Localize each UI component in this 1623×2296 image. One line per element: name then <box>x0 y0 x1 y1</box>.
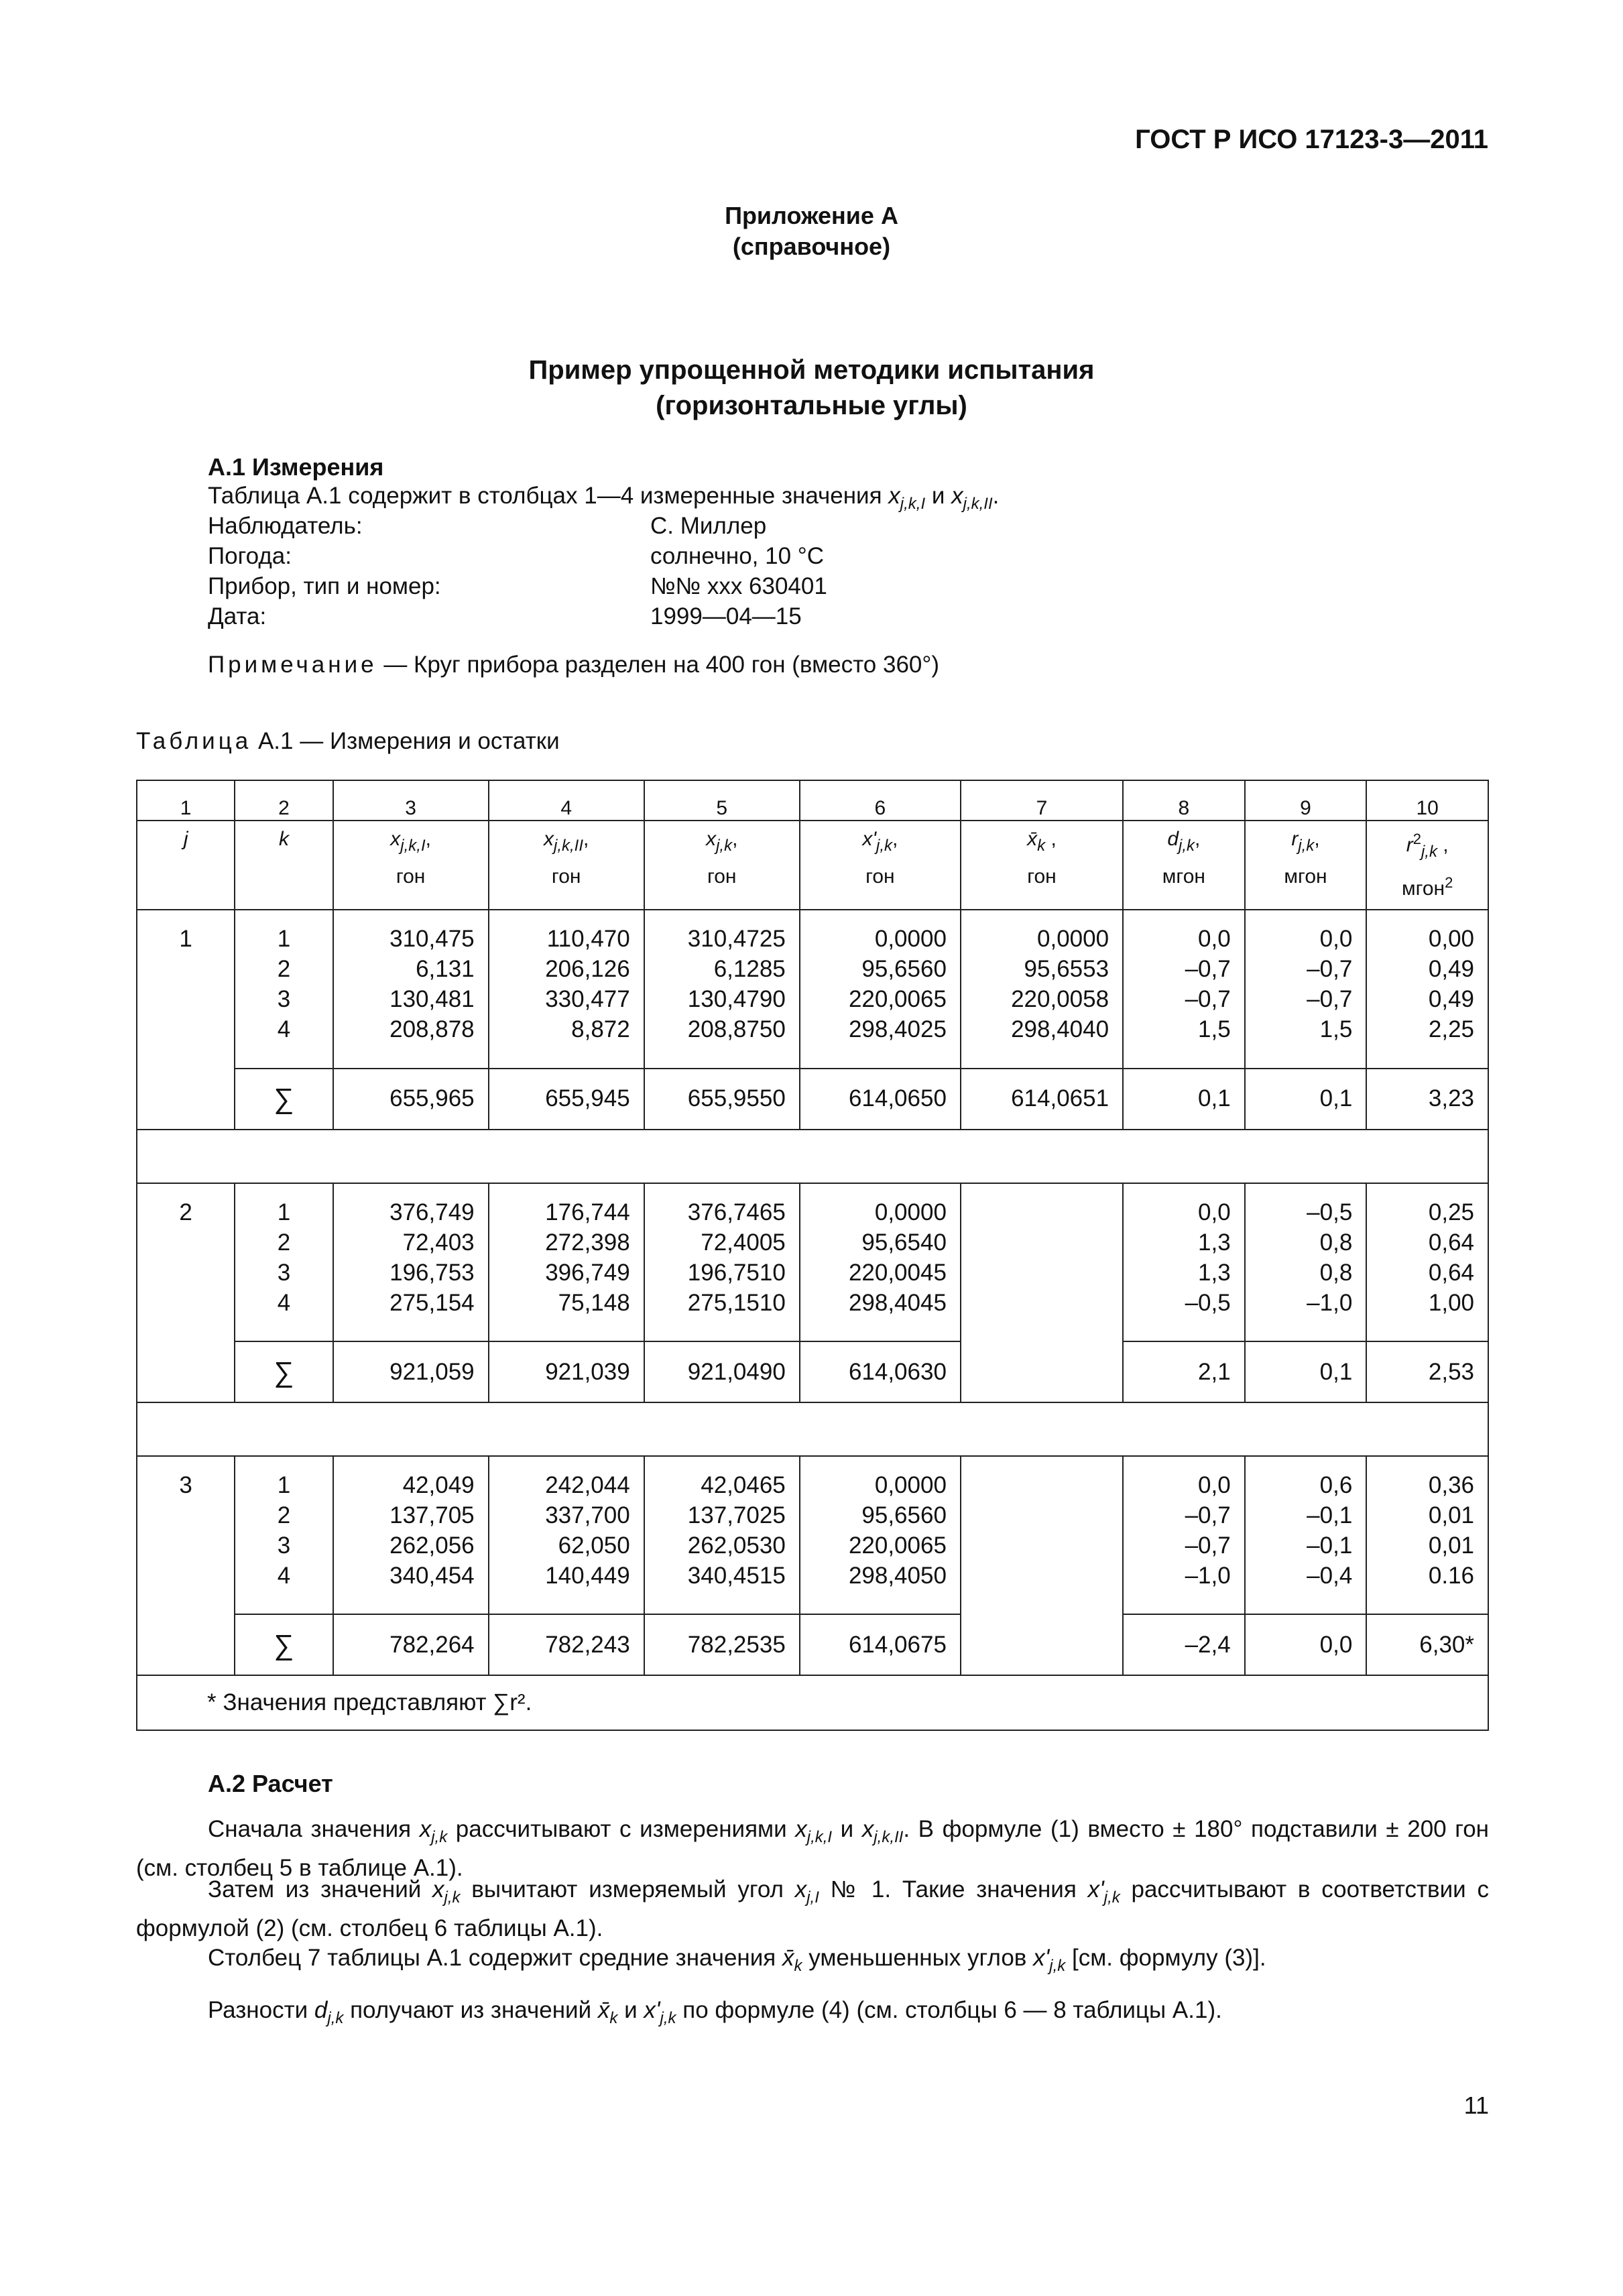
col-header-6: 6 $x'_{j,k}$, гон <box>800 780 961 910</box>
sum-col-3: 655,965 <box>333 1069 489 1130</box>
col-header-5: 5 $x_{j,k}$, гон <box>644 780 800 910</box>
a2-paragraph-1: Сначала значения $x_{j,k}$ рассчитывают с измерениями $x_{j,k,I}$ и $x_{j,k,II}$. В формуле (1) вместо ± 180° подставили ± 200 гон (см. столбец 5 в таблице А.1). <box>136 1816 1490 1881</box>
sum-col-6: 614,0630 <box>800 1341 961 1403</box>
cell-col-9: 0,0 –0,7 –0,7 1,5 <box>1245 910 1367 1068</box>
group-separator <box>137 1130 1488 1183</box>
cell-col-3: 42,049 137,705 262,056 340,454 <box>333 1456 489 1614</box>
col-header-2: 2 k <box>235 780 333 910</box>
sum-col-9: 0,1 <box>1245 1341 1367 1403</box>
page-title-line2: (горизонтальные углы) <box>656 391 967 420</box>
table-row <box>137 910 1488 1068</box>
cell-col-6: 0,0000 95,6560 220,0065 298,4025 <box>800 910 961 1068</box>
sum-col-8: 0,1 <box>1123 1069 1245 1130</box>
sum-col-8: –2,4 <box>1123 1614 1245 1676</box>
page-title-line1: Пример упрощенной методики испытания <box>528 355 1095 385</box>
col-header-8: 8 $d_{j,k}$, мгон <box>1123 780 1245 910</box>
table-sum-row <box>137 1614 1488 1676</box>
note: Примечание — Круг прибора разделен на 400 гон (вместо 360°) <box>208 652 940 678</box>
table-header-row <box>137 780 1488 910</box>
section-a1-heading: А.1 Измерения <box>208 453 384 481</box>
cell-col-5: 310,4725 6,1285 130,4790 208,8750 <box>644 910 800 1068</box>
meta-date: Дата: 1999—04—15 <box>208 603 802 629</box>
cell-col-3: 310,475 6,131 130,481 208,878 <box>333 910 489 1068</box>
table-footnote: * Значения представляют ∑r². <box>137 1675 1488 1730</box>
meta-observer: Наблюдатель: С. Миллер <box>208 513 767 539</box>
table-sum-row <box>137 1341 1488 1403</box>
section-a2-heading: А.2 Расчет <box>208 1770 333 1797</box>
page-number: 11 <box>1463 2092 1489 2119</box>
cell-j: 1 <box>137 910 235 1130</box>
cell-col-10: 0,36 0,01 0,01 0.16 <box>1366 1456 1488 1614</box>
table-caption: Таблица А.1 — Измерения и остатки <box>136 728 560 754</box>
sum-col-9: 0,1 <box>1245 1069 1367 1130</box>
group-separator <box>137 1402 1488 1455</box>
cell-k: 1 2 3 4 <box>235 910 333 1068</box>
sum-symbol: ∑ <box>235 1069 333 1130</box>
col-header-4: 4 $x_{j,k,II}$, гон <box>489 780 644 910</box>
cell-col-10: 0,00 0,49 0,49 2,25 <box>1366 910 1488 1068</box>
annex-title: Приложение А <box>725 202 898 229</box>
sum-symbol: ∑ <box>235 1341 333 1403</box>
table-row <box>137 1456 1488 1614</box>
cell-col-5: 376,7465 72,4005 196,7510 275,1510 <box>644 1183 800 1341</box>
sum-col-3: 921,059 <box>333 1341 489 1403</box>
cell-col-8: 0,0 1,3 1,3 –0,5 <box>1123 1183 1245 1341</box>
sum-col-5: 655,9550 <box>644 1069 800 1130</box>
cell-col-4: 242,044 337,700 62,050 140,449 <box>489 1456 644 1614</box>
a2-paragraph-2: Затем из значений $x_{j,k}$ вычитают измеряемый угол $x_{j,I}$ № 1. Такие значения $x'_{j,k}$ рассчитывают в соответствии с формулой (2) (см. столбец 6 таблицы А.1). <box>136 1876 1489 1941</box>
sum-symbol: ∑ <box>235 1614 333 1676</box>
section-a1-intro: Таблица А.1 содержит в столбцах 1—4 измеренные значения $x_{j,k,I}$ и $x_{j,k,II}$. <box>208 483 1000 513</box>
separator-cell <box>137 1402 1488 1455</box>
sum-col-5: 782,2535 <box>644 1614 800 1676</box>
cell-col-7 <box>961 1183 1123 1403</box>
a2-paragraph-4: Разности $d_{j,k}$ получают из значений $x̄_k$ и $x'_{j,k}$ по формуле (4) (см. столбцы 6 — 8 таблицы А.1). <box>208 1997 1222 2027</box>
cell-col-10: 0,25 0,64 0,64 1,00 <box>1366 1183 1488 1341</box>
sum-col-3: 782,264 <box>333 1614 489 1676</box>
sum-col-4: 921,039 <box>489 1341 644 1403</box>
cell-col-7 <box>961 1456 1123 1676</box>
sum-col-8: 2,1 <box>1123 1341 1245 1403</box>
cell-col-4: 176,744 272,398 396,749 75,148 <box>489 1183 644 1341</box>
annex-type: (справочное) <box>732 233 891 260</box>
separator-cell <box>137 1130 1488 1183</box>
meta-weather: Погода: солнечно, 10 °С <box>208 543 825 569</box>
a2-paragraph-3: Столбец 7 таблицы А.1 содержит средние значения $x̄_k$ уменьшенных углов $x'_{j,k}$ [см. формулу (3)]. <box>208 1945 1266 1975</box>
cell-col-5: 42,0465 137,7025 262,0530 340,4515 <box>644 1456 800 1614</box>
sum-col-10: 6,30* <box>1366 1614 1488 1676</box>
col-header-3: 3 $x_{j,k,I}$, гон <box>333 780 489 910</box>
col-header-7: 7 $x̄_k$ , гон <box>961 780 1123 910</box>
col-header-10: 10 $r^2_{j,k}$ , мгон$^2$ <box>1366 780 1488 910</box>
sum-col-10: 3,23 <box>1366 1069 1488 1130</box>
cell-col-8: 0,0 –0,7 –0,7 –1,0 <box>1123 1456 1245 1614</box>
cell-col-4: 110,470 206,126 330,477 8,872 <box>489 910 644 1068</box>
cell-col-9: 0,6 –0,1 –0,1 –0,4 <box>1245 1456 1367 1614</box>
header-double-rule <box>136 820 1489 821</box>
cell-col-6: 0,0000 95,6560 220,0065 298,4050 <box>800 1456 961 1614</box>
cell-j: 3 <box>137 1456 235 1676</box>
meta-instrument: Прибор, тип и номер: №№ xxx 630401 <box>208 573 827 599</box>
cell-k: 1 2 3 4 <box>235 1456 333 1614</box>
document-id: ГОСТ Р ИСО 17123-3—2011 <box>1135 125 1488 154</box>
cell-k: 1 2 3 4 <box>235 1183 333 1341</box>
table-footnote-row <box>137 1675 1488 1730</box>
sum-col-7: 614,0651 <box>961 1069 1123 1130</box>
cell-col-6: 0,0000 95,6540 220,0045 298,4045 <box>800 1183 961 1341</box>
col-header-1: 1 j <box>137 780 235 910</box>
sum-col-4: 782,243 <box>489 1614 644 1676</box>
cell-col-3: 376,749 72,403 196,753 275,154 <box>333 1183 489 1341</box>
sum-col-10: 2,53 <box>1366 1341 1488 1403</box>
cell-j: 2 <box>137 1183 235 1403</box>
cell-col-9: –0,5 0,8 0,8 –1,0 <box>1245 1183 1367 1341</box>
table-sum-row <box>137 1069 1488 1130</box>
sum-col-9: 0,0 <box>1245 1614 1367 1676</box>
sum-col-6: 614,0650 <box>800 1069 961 1130</box>
sum-col-5: 921,0490 <box>644 1341 800 1403</box>
sum-col-6: 614,0675 <box>800 1614 961 1676</box>
sum-col-4: 655,945 <box>489 1069 644 1130</box>
col-header-9: 9 $r_{j,k}$, мгон <box>1245 780 1367 910</box>
table-row <box>137 1183 1488 1341</box>
measurements-table <box>136 780 1489 1731</box>
cell-col-7: 0,0000 95,6553 220,0058 298,4040 <box>961 910 1123 1068</box>
cell-col-8: 0,0 –0,7 –0,7 1,5 <box>1123 910 1245 1068</box>
